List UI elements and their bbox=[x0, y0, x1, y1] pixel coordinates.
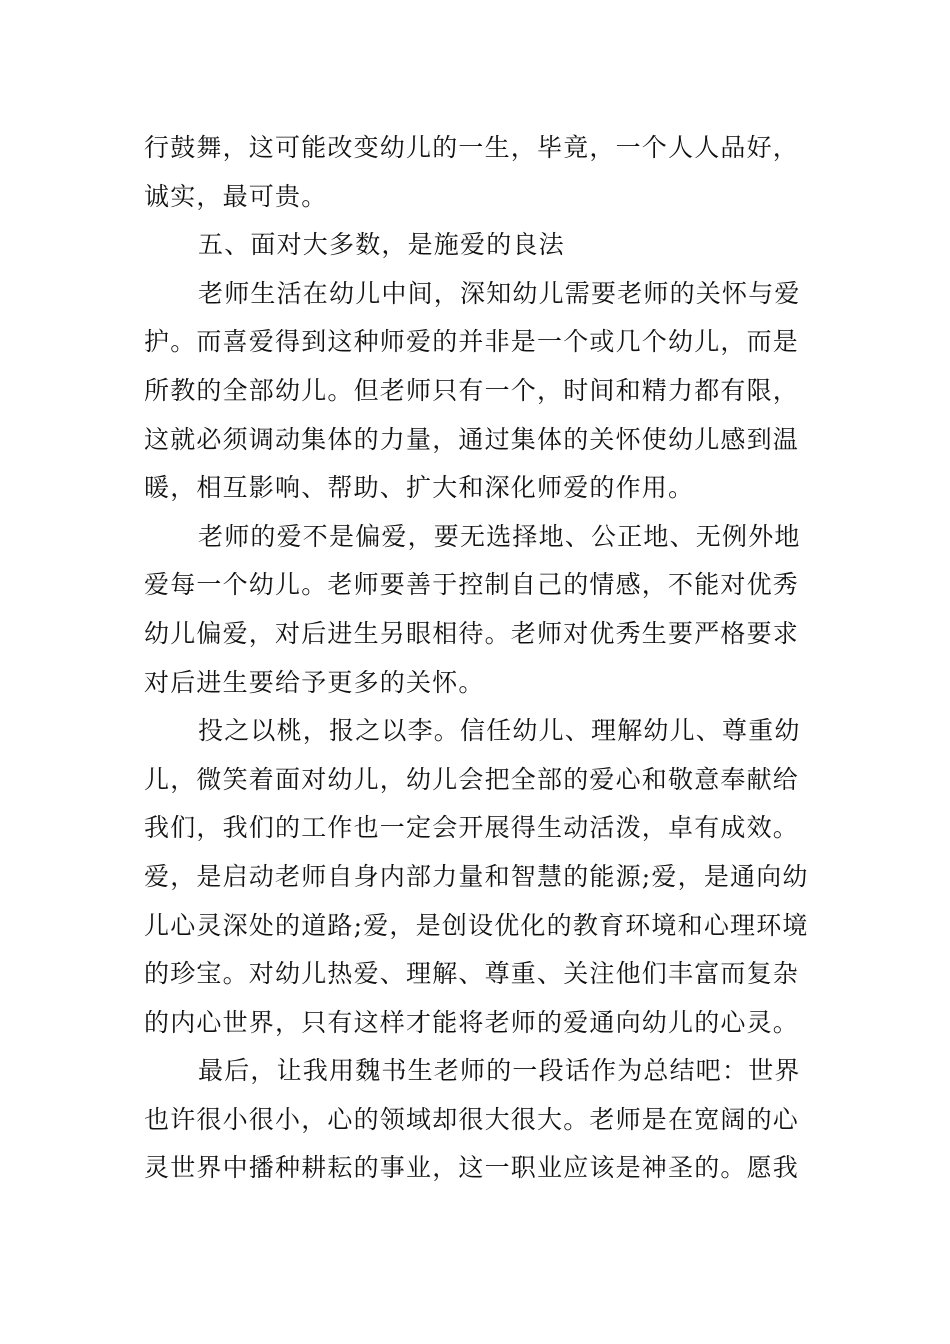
text-line-5: 护。而喜爱得到这种师爱的并非是一个或几个幼儿，而是 bbox=[144, 327, 800, 357]
text-line-15: 我们，我们的工作也一定会开展得生动活泼，卓有成效。 bbox=[144, 813, 800, 843]
text-line-13: 投之以桃，报之以李。信任幼儿、理解幼儿、尊重幼 bbox=[198, 716, 801, 746]
text-line-11: 幼儿偏爱，对后进生另眼相待。老师对优秀生要严格要求 bbox=[144, 618, 800, 648]
text-line-19: 的内心世界，只有这样才能将老师的爱通向幼儿的心灵。 bbox=[144, 1007, 800, 1037]
text-line-2: 诚实，最可贵。 bbox=[144, 181, 328, 211]
text-line-7: 这就必须调动集体的力量，通过集体的关怀使幼儿感到温 bbox=[144, 424, 800, 454]
text-line-17: 儿心灵深处的道路;爱，是创设优化的教育环境和心理环境 bbox=[144, 910, 809, 940]
text-line-16: 爱，是启动老师自身内部力量和智慧的能源;爱，是通向幼 bbox=[144, 861, 809, 891]
text-line-12: 对后进生要给予更多的关怀。 bbox=[144, 667, 485, 697]
text-line-4: 老师生活在幼儿中间，深知幼儿需要老师的关怀与爱 bbox=[198, 278, 801, 308]
text-line-21: 也许很小很小，心的领域却很大很大。老师是在宽阔的心 bbox=[144, 1104, 800, 1134]
text-line-6: 所教的全部幼儿。但老师只有一个，时间和精力都有限， bbox=[144, 375, 800, 405]
text-line-20: 最后，让我用魏书生老师的一段话作为总结吧：世界 bbox=[198, 1056, 801, 1086]
body-text bbox=[144, 124, 809, 1193]
text-line-14: 儿，微笑着面对幼儿，幼儿会把全部的爱心和敬意奉献给 bbox=[144, 764, 800, 794]
text-line-8: 暖，相互影响、帮助、扩大和深化师爱的作用。 bbox=[144, 473, 695, 503]
text-line-9: 老师的爱不是偏爱，要无选择地、公正地、无例外地 bbox=[198, 521, 801, 551]
text-line-22: 灵世界中播种耕耘的事业，这一职业应该是神圣的。愿我 bbox=[144, 1153, 800, 1183]
text-line-1: 行鼓舞，这可能改变幼儿的一生，毕竟，一个人人品好， bbox=[144, 133, 800, 162]
text-line-10: 爱每一个幼儿。老师要善于控制自己的情感，不能对优秀 bbox=[144, 570, 800, 600]
text-line-18: 的珍宝。对幼儿热爱、理解、尊重、关注他们丰富而复杂 bbox=[144, 959, 800, 989]
section-heading: 五、面对大多数，是施爱的良法 bbox=[198, 230, 565, 260]
